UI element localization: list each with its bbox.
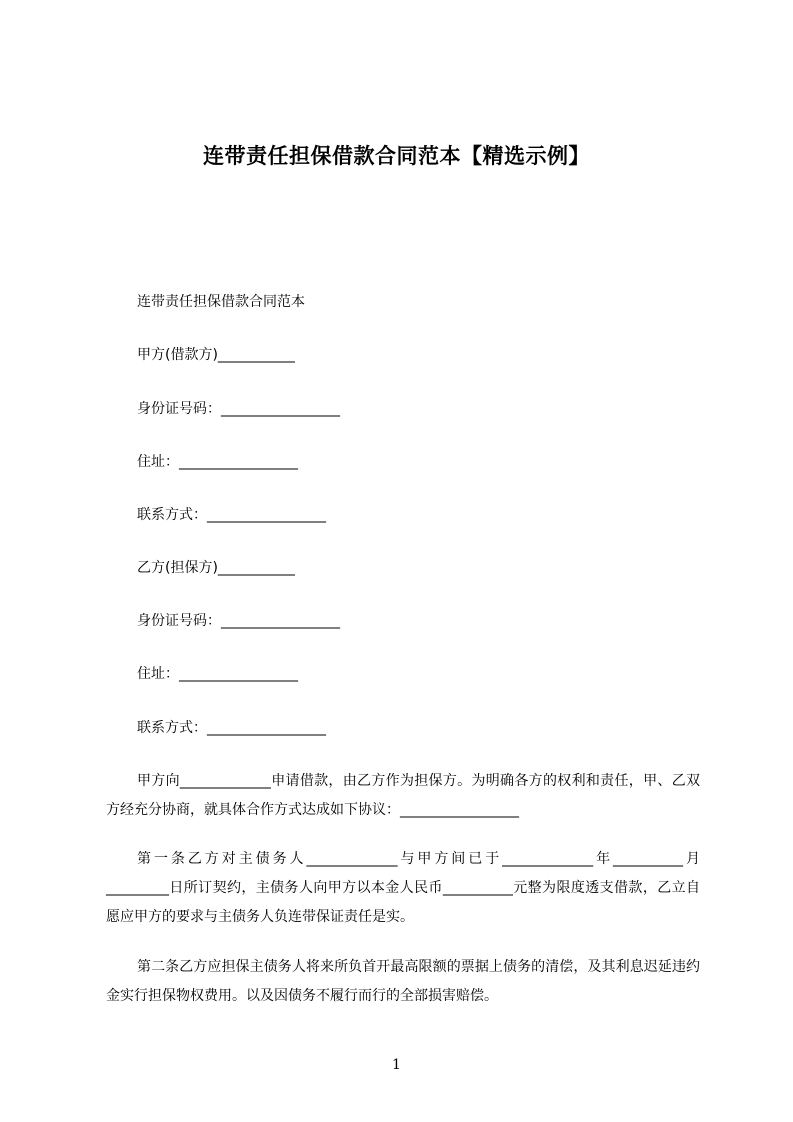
page-title: 连带责任担保借款合同范本【精选示例】 <box>203 144 590 168</box>
party-b-address: 住址：_________________ <box>137 666 298 682</box>
party-b-label: 乙方(担保方)___________ <box>137 560 295 576</box>
preamble-paragraph: 甲方向_____________申请借款，由乙方作为担保方。为明确各方的权利和责任，甲、乙双方经充分协商，就具体合作方式达成如下协议：_________________ <box>106 773 700 818</box>
article-1-paragraph: 第一条乙方对主债务人_____________与甲方间已于_____________年__________月_________日所订契约，主债务人向甲方以本金人民币__________元整为限度透支借款，乙立自愿应甲方的要求与主债务人负连带保证责任是实。 <box>106 851 700 925</box>
article-2-paragraph: 第二条乙方应担保主债务人将来所负首开最高限额的票据上债务的清偿，及其利息迟延违约金实行担保物权费用。以及因债务不履行而行的全部损害赔偿。 <box>106 959 700 1004</box>
party-a-label: 甲方(借款方)___________ <box>137 347 295 363</box>
page-number: 1 <box>392 1057 401 1073</box>
party-a-id-number: 身份证号码：_________________ <box>137 401 340 417</box>
party-b-contact: 联系方式：_________________ <box>137 720 326 736</box>
party-a-contact: 联系方式：_________________ <box>137 507 326 523</box>
party-a-address: 住址：_________________ <box>137 454 298 470</box>
party-b-id-number: 身份证号码：_________________ <box>137 613 340 629</box>
contract-subtitle: 连带责任担保借款合同范本 <box>137 294 305 310</box>
